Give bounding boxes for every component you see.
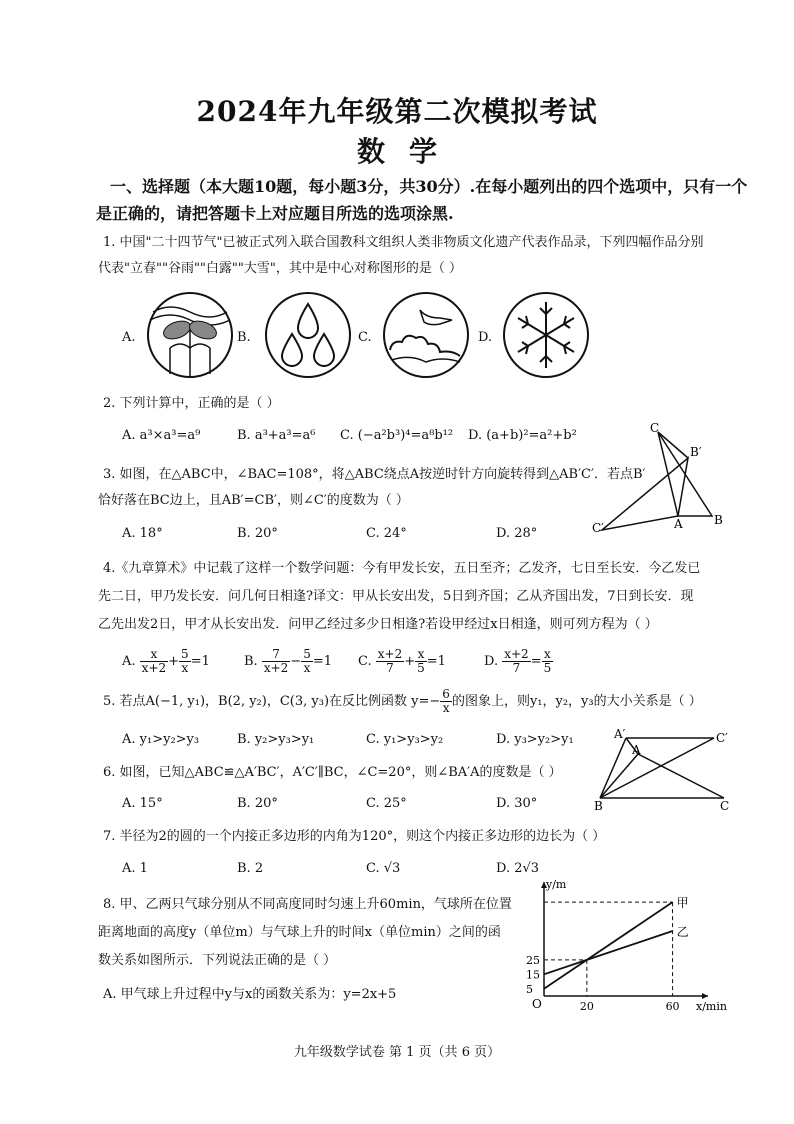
q4-option-a: A. $\frac{x}{x+2}$ + $\frac{5}{x}$ =1 <box>122 647 210 675</box>
q3-label-a: A <box>674 517 683 531</box>
snowflake-icon <box>500 290 592 380</box>
q6-option-c: C. 25° <box>366 796 407 811</box>
q3-option-b: B. 20° <box>237 526 278 541</box>
q4-stem-line1: 4.《九章算术》中记载了这样一个数学问题：今有甲发长安，五日至齐；乙发齐，七日至长安．今乙发已 <box>103 561 701 576</box>
q3-label-b: B <box>714 513 723 527</box>
series-line-0 <box>544 902 673 989</box>
q4-stem-line2: 先二日，甲乃发长安．问几何日相逢?译文：甲从长安出发，5日到齐国；乙从齐国出发，7日到长安．现 <box>98 589 694 604</box>
q6-label-c-prime: C′ <box>716 731 728 745</box>
spring-leaves-icon <box>145 290 235 380</box>
q3-stem-line2: 恰好落在BC边上，且AB′=CB′，则∠C′的度数为（ ） <box>98 493 409 508</box>
section-heading-line2: 是正确的，请把答题卡上对应题目所选的选项涂黑. <box>96 204 454 223</box>
q2-stem: 2. 下列计算中，正确的是（ ） <box>103 396 280 411</box>
q3-stem-line1: 3. 如图，在△ABC中，∠BAC=108°，将△ABC绕点A按逆时针方向旋转得到△AB′C′．若点B′ <box>103 467 646 482</box>
q4-option-d: D. $\frac{x+2}{7}$ = $\frac{x}{5}$ <box>484 647 552 675</box>
section-heading-line1: 一、选择题（本大题10题，每小题3分，共30分）.在每小题列出的四个选项中，只有一个 <box>110 177 748 196</box>
q7-option-a: A. 1 <box>122 861 148 876</box>
q4-stem-line3: 乙先出发2日，甲才从长安出发．问甲乙经过多少日相逢?若设甲经过x日相逢，则可列方程为（ ） <box>98 617 658 632</box>
q6-label-b: B <box>594 799 603 813</box>
q1-option-b-label: B. <box>237 330 251 345</box>
q8-stem-line2: 距离地面的高度y（单位m）与气球上升的时间x（单位min）之间的函 <box>98 925 501 940</box>
x-axis-label: x/min <box>696 1000 727 1013</box>
balloon-height-chart <box>522 878 727 1018</box>
q1-option-a-label: A. <box>122 330 136 345</box>
q3-label-c-prime: C′ <box>592 521 604 535</box>
series-label-1: 乙 <box>676 925 689 939</box>
rain-drops-icon <box>262 290 354 380</box>
q6-option-d: D. 30° <box>496 796 538 811</box>
q3-option-c: C. 24° <box>366 526 407 541</box>
q3-option-d: D. 28° <box>496 526 538 541</box>
q3-label-c: C <box>650 421 660 435</box>
y-tick-label: 25 <box>526 953 540 967</box>
q7-option-d: D. 2√3 <box>496 861 540 876</box>
series-line-1 <box>544 931 673 974</box>
bird-clouds-icon <box>380 290 472 380</box>
q6-label-a: A <box>632 743 641 757</box>
x-tick-label: 60 <box>665 1000 680 1013</box>
q3-option-a: A. 18° <box>122 526 163 541</box>
q3-label-b-prime: B′ <box>690 445 702 459</box>
q7-option-b: B. 2 <box>237 861 264 876</box>
q6-stem: 6. 如图，已知△ABC≌△A′BC′，A′C′∥BC，∠C=20°，则∠BA′A的度数是（ ） <box>103 765 562 780</box>
y-tick-label: 15 <box>526 968 540 982</box>
x-axis-arrow <box>702 993 708 999</box>
q4-option-b: B. $\frac{7}{x+2}$ − $\frac{5}{x}$ =1 <box>244 647 333 675</box>
series-label-0: 甲 <box>676 896 689 911</box>
q2-option-a: A. a³×a³=a⁹ <box>122 428 201 443</box>
q1-option-d-label: D. <box>478 330 493 345</box>
exam-title: 2024年九年级第二次模拟考试 <box>196 95 598 128</box>
q6-label-c: C <box>720 799 730 813</box>
q1-stem-line1: 1. 中国"二十四节气"已被正式列入联合国教科文组织人类非物质文化遗产代表作品录，下列四幅作品分别 <box>103 235 704 250</box>
y-axis-label: y/m <box>546 878 567 891</box>
x-tick-label: 20 <box>579 1000 594 1013</box>
q4-option-c: C. $\frac{x+2}{7}$ + $\frac{x}{5}$ =1 <box>358 647 446 675</box>
q5-option-d: D. y₃>y₂>y₁ <box>496 732 574 747</box>
page-footer: 九年级数学试卷 第 1 页（共 6 页） <box>293 1045 501 1060</box>
q2-option-b: B. a³+a³=a⁶ <box>237 428 316 443</box>
q1-stem-line2: 代表"立春""谷雨""白露""大雪"，其中是中心对称图形的是（ ） <box>98 261 462 276</box>
q6-option-b: B. 20° <box>237 796 278 811</box>
q6-triangle-figure <box>592 728 742 813</box>
origin-label: O <box>532 997 542 1011</box>
y-tick-label: 5 <box>526 982 533 996</box>
q7-stem: 7. 半径为2的圆的一个内接正多边形的内角为120°，则这个内接正多边形的边长为（ ） <box>103 829 606 844</box>
q6-option-a: A. 15° <box>122 796 163 811</box>
q5-option-c: C. y₁>y₃>y₂ <box>366 732 444 747</box>
subject-title: 数学 <box>356 135 461 168</box>
q8-option-a: A. 甲气球上升过程中y与x的函数关系为：y=2x+5 <box>103 987 397 1002</box>
q8-stem-line3: 数关系如图所示．下列说法正确的是（ ） <box>98 953 337 968</box>
q1-option-c-label: C. <box>358 330 372 345</box>
q5-stem: 5. 若点A(−1, y₁)，B(2, y₂)，C(3, y₃)在反比例函数 y=− $\frac{6}{x}$ 的图象上，则y₁，y₂，y₃的大小关系是（ ） <box>103 687 702 715</box>
q2-option-c: C. (−a²b³)⁴=a⁸b¹² <box>340 428 454 443</box>
q7-option-c: C. √3 <box>366 861 401 876</box>
q6-label-a-prime: A′ <box>614 727 626 741</box>
q5-option-a: A. y₁>y₂>y₃ <box>122 732 200 747</box>
q8-stem-line1: 8. 甲、乙两只气球分别从不同高度同时匀速上升60min，气球所在位置 <box>103 897 512 912</box>
q5-option-b: B. y₂>y₃>y₁ <box>237 732 315 747</box>
q2-option-d: D. (a+b)²=a²+b² <box>468 428 577 443</box>
